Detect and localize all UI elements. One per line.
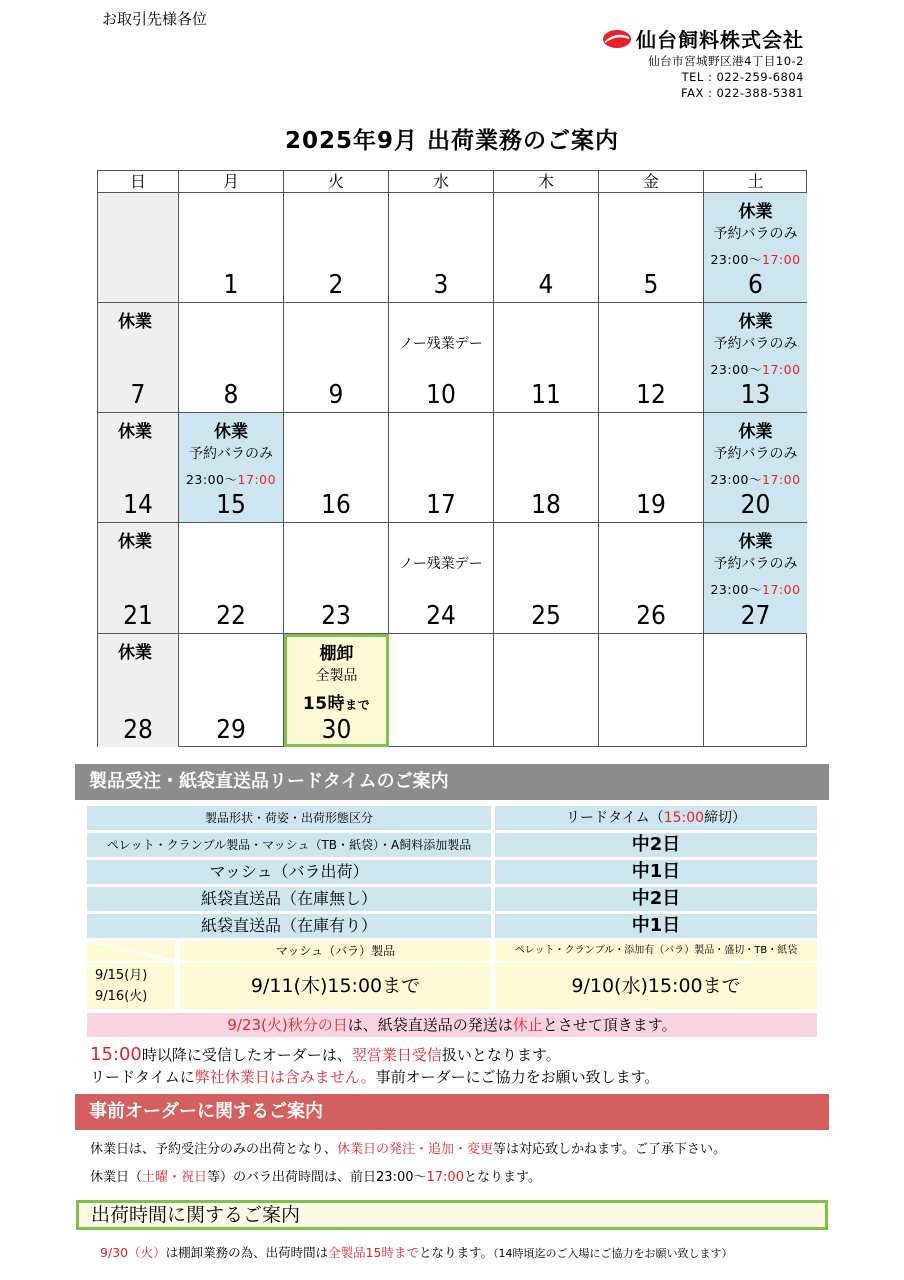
- special-header-1: マッシュ（バラ）製品: [180, 941, 491, 961]
- holiday-label: 休業: [214, 422, 248, 442]
- special-date-1: 9/15(月): [95, 968, 148, 983]
- lead-row-value: 中2日: [495, 833, 817, 857]
- holiday-label: 休業: [738, 422, 773, 442]
- special-corner: [87, 941, 175, 961]
- day-number: 20: [740, 490, 771, 520]
- day-number: 8: [223, 380, 239, 410]
- company-name-row: [602, 24, 804, 53]
- holiday-label: 休業: [118, 422, 152, 442]
- until-time-label: 15時まで: [302, 694, 371, 714]
- weekday-wed: 水: [389, 171, 494, 193]
- day-number: 28: [123, 715, 153, 745]
- calendar-cell: [179, 193, 284, 303]
- weekday-mon: 月: [179, 171, 284, 193]
- weekday-tue: 火: [284, 171, 389, 193]
- time-label: 23:00～17:00: [710, 582, 801, 597]
- lead-row-label: マッシュ（バラ出荷）: [87, 860, 491, 884]
- day-number: 12: [636, 380, 666, 410]
- day-number: 14: [123, 490, 153, 520]
- day-number: 21: [123, 601, 153, 631]
- day-number: 2: [328, 270, 344, 300]
- company-logo-icon: [602, 29, 632, 49]
- pre-order-section-title: 事前オーダーに関するご案内: [75, 1094, 829, 1130]
- weekday-fri: 金: [599, 171, 704, 193]
- day-number: 3: [433, 270, 449, 300]
- calendar: [97, 170, 807, 747]
- reservation-label: 予約バラのみ: [713, 446, 798, 462]
- holiday-label: 休業: [118, 312, 152, 332]
- company-block: [602, 24, 804, 101]
- calendar-cell-inventory: [284, 634, 389, 747]
- calendar-cell: [179, 303, 284, 413]
- calendar-cell: [284, 523, 389, 634]
- company-name: 仙台飼料株式会社: [636, 28, 804, 52]
- weekday-thu: 木: [494, 171, 599, 193]
- time-label: 23:00～17:00: [185, 472, 277, 487]
- calendar-cell: [284, 303, 389, 413]
- calendar-cell-holiday: [179, 413, 284, 523]
- calendar-cell: [599, 523, 704, 634]
- lead-col2-header: リードタイム（15:00締切）: [495, 806, 817, 830]
- calendar-cell: [494, 413, 599, 523]
- lead-row-label: 紙袋直送品（在庫無し）: [87, 887, 491, 911]
- calendar-cell: [389, 413, 494, 523]
- special-value-1: 9/11(木)15:00まで: [180, 963, 491, 1009]
- calendar-cell: [494, 193, 599, 303]
- shipping-time-section-title: 出荷時間に関するご案内: [76, 1200, 828, 1230]
- day-number: 22: [216, 601, 246, 631]
- day-number: 11: [531, 380, 561, 410]
- day-number: 26: [636, 601, 666, 631]
- inventory-label: 棚卸: [319, 644, 354, 664]
- lead-row-label: ペレット・クランブル製品・マッシュ（TB・紙袋）・A飼料添加製品: [87, 833, 491, 857]
- calendar-cell-holiday: [98, 523, 179, 634]
- calendar-cell: [599, 413, 704, 523]
- shipping-time-notice: 9/30（火）は棚卸業務の為、出荷時間は全製品15時までとなります。（14時頃迄のご入場にご協力をお願い致します）: [100, 1245, 733, 1260]
- special-date-2: 9/16(火): [95, 989, 148, 1004]
- calendar-cell-empty: [704, 634, 807, 747]
- lead-time-section-title: 製品受注・紙袋直送品リードタイムのご案内: [75, 764, 829, 800]
- day-number: 23: [321, 601, 351, 631]
- calendar-cell: [599, 193, 704, 303]
- calendar-cell-empty: [98, 193, 179, 303]
- weekday-sat: 土: [704, 171, 807, 193]
- diagonal-line: [87, 941, 175, 961]
- day-number: 13: [740, 380, 771, 410]
- day-number: 5: [643, 270, 659, 300]
- calendar-cell: [389, 193, 494, 303]
- calendar-cell-holiday: [98, 413, 179, 523]
- day-number: 9: [328, 380, 344, 410]
- calendar-cell-holiday: [98, 634, 179, 747]
- reservation-label: 予約バラのみ: [713, 226, 798, 242]
- page-title: 2025年9月 出荷業務のご案内: [284, 128, 620, 154]
- calendar-cell: [284, 193, 389, 303]
- calendar-cell: [494, 303, 599, 413]
- pre-order-line1: 休業日は、予約受注分のみの出荷となり、休業日の発注・追加・変更等は対応致しかねます。ご了承下さい。: [90, 1142, 726, 1157]
- calendar-cell-holiday: [704, 413, 807, 523]
- lead-row-value: 中2日: [495, 887, 817, 911]
- calendar-cell-empty: [599, 634, 704, 747]
- autumn-equinox-notice: 9/23(火)秋分の日は、紙袋直送品の発送は休止とさせて頂きます。: [87, 1013, 817, 1037]
- day-number: 1: [223, 270, 239, 300]
- lead-row-value: 中1日: [495, 914, 817, 938]
- day-number: 6: [748, 270, 763, 300]
- reservation-label: 予約バラのみ: [713, 556, 798, 572]
- company-address: 仙台市宮城野区港4丁目10-2: [648, 54, 804, 68]
- calendar-cell: [494, 523, 599, 634]
- pre-order-line2: 休業日（土曜・祝日等）のバラ出荷時間は、前日23:00～17:00となります。: [90, 1170, 541, 1185]
- day-number: 17: [426, 490, 456, 520]
- holiday-label: 休業: [118, 643, 152, 663]
- day-number: 7: [130, 380, 146, 410]
- day-number: 4: [538, 270, 554, 300]
- day-number: 29: [216, 715, 246, 745]
- day-number: 10: [426, 380, 456, 410]
- calendar-cell: [389, 523, 494, 634]
- calendar-cell-empty: [494, 634, 599, 747]
- calendar-cell: [599, 303, 704, 413]
- company-fax: FAX : 022-388-5381: [681, 86, 804, 100]
- time-label: 23:00～17:00: [710, 252, 801, 267]
- special-value-2: 9/10(水)15:00まで: [495, 963, 817, 1009]
- calendar-cell: [179, 523, 284, 634]
- day-number: 30: [321, 715, 352, 745]
- calendar-cell-holiday: [704, 303, 807, 413]
- note-holidays: リードタイムに弊社休業日は含みません。事前オーダーにご協力をお願い致します。: [90, 1068, 660, 1086]
- lead-row-label: 紙袋直送品（在庫有り）: [87, 914, 491, 938]
- company-tel: TEL : 022-259-6804: [681, 70, 804, 84]
- calendar-cell: [284, 413, 389, 523]
- day-number: 24: [426, 601, 456, 631]
- no-overtime-label: ノー残業デー: [399, 336, 483, 352]
- special-header-2: ペレット・クランブル・添加有（バラ）製品・盛切・TB・紙袋: [495, 941, 817, 961]
- calendar-cell-holiday: [704, 523, 807, 634]
- lead-row-value: 中1日: [495, 860, 817, 884]
- day-number: 15: [216, 490, 246, 520]
- day-number: 27: [740, 601, 771, 631]
- reservation-label: 予約バラのみ: [713, 336, 798, 352]
- holiday-label: 休業: [738, 202, 773, 222]
- all-products-label: 全製品: [315, 668, 358, 684]
- reservation-label: 予約バラのみ: [189, 446, 273, 462]
- calendar-cell-empty: [389, 634, 494, 747]
- day-number: 25: [531, 601, 561, 631]
- day-number: 16: [321, 490, 351, 520]
- holiday-label: 休業: [738, 532, 773, 552]
- addressee: お取引先様各位: [102, 10, 208, 28]
- calendar-cell: [179, 634, 284, 747]
- time-label: 23:00～17:00: [710, 362, 801, 377]
- lead-col1-header: 製品形状・荷姿・出荷形態区分: [87, 806, 491, 830]
- holiday-label: 休業: [738, 312, 773, 332]
- no-overtime-label: ノー残業デー: [399, 556, 483, 572]
- day-number: 19: [636, 490, 666, 520]
- calendar-cell-holiday: [98, 303, 179, 413]
- weekday-sun: 日: [98, 171, 179, 193]
- day-number: 18: [531, 490, 561, 520]
- holiday-label: 休業: [118, 532, 152, 552]
- time-label: 23:00～17:00: [710, 472, 801, 487]
- calendar-cell-holiday: [704, 193, 807, 303]
- calendar-cell: [389, 303, 494, 413]
- note-cutoff: 15:00時以降に受信したオーダーは、翌営業日受信扱いとなります。: [90, 1044, 561, 1065]
- special-dates: [87, 963, 175, 1009]
